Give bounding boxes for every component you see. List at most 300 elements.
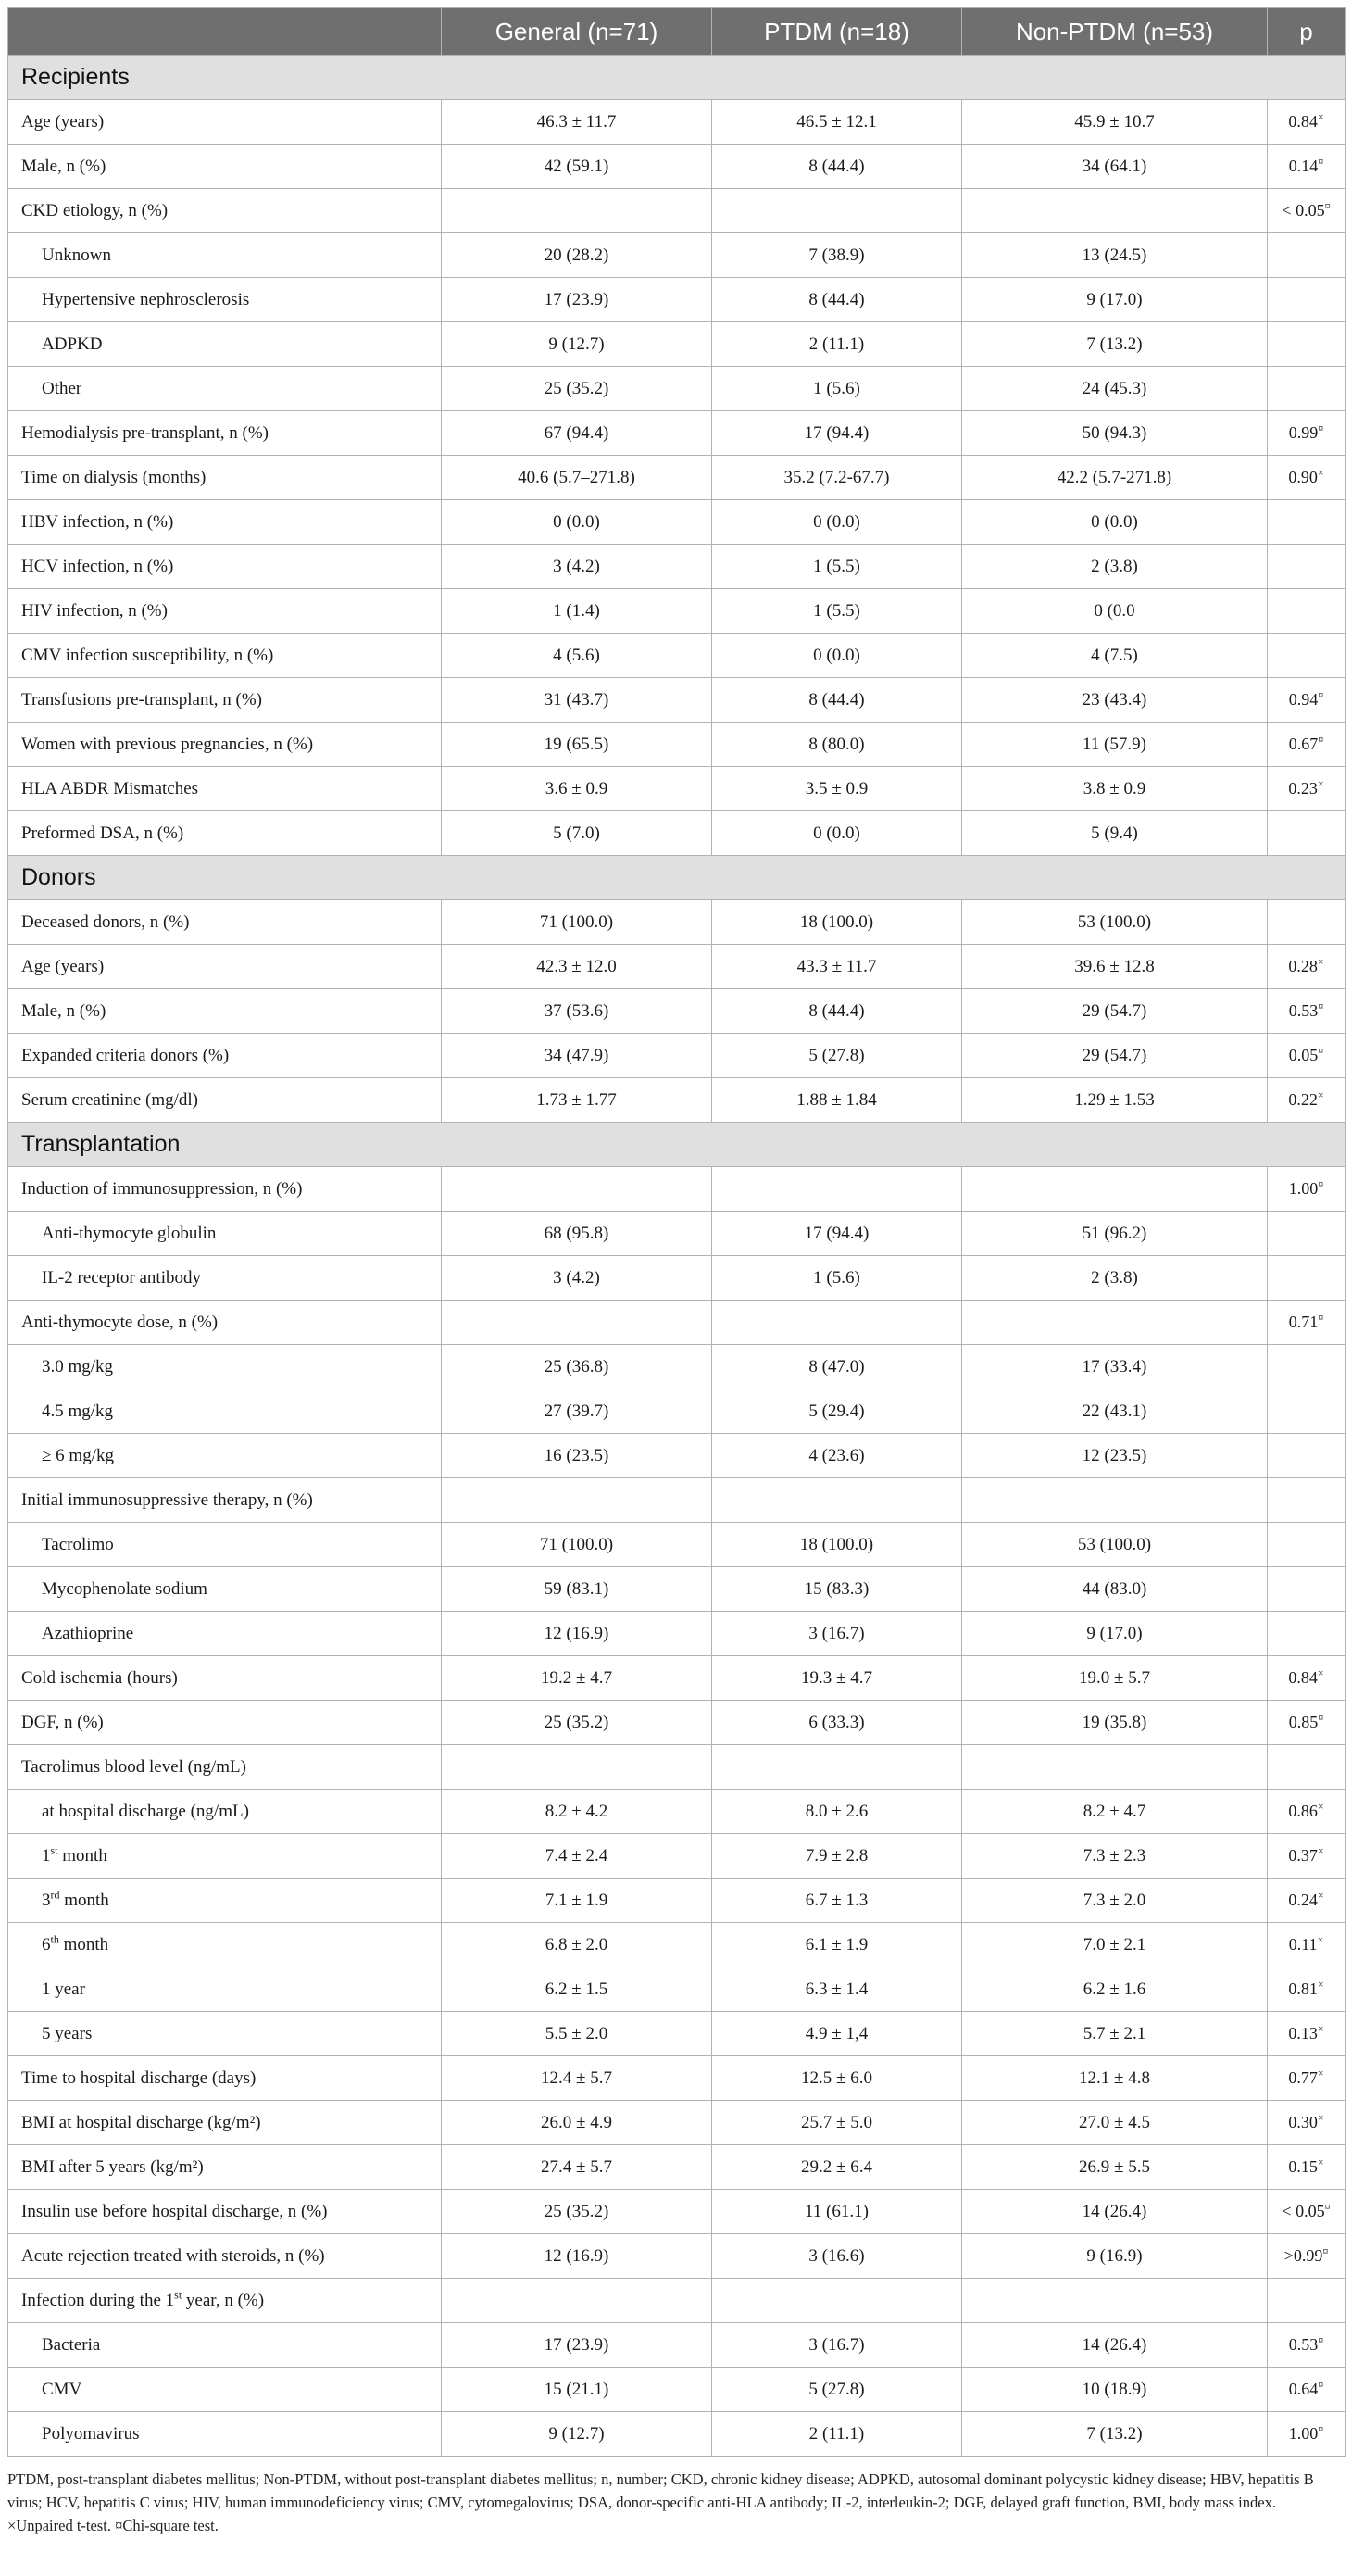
cell-nonptdm: 23 (43.4) xyxy=(962,678,1268,723)
cell-ptdm: 8 (80.0) xyxy=(712,723,962,767)
row-label xyxy=(8,723,442,767)
section-title: Recipients xyxy=(8,56,1346,100)
cell-nonptdm: 6.2 ± 1.6 xyxy=(962,1967,1268,2012)
cell-ptdm: 6.7 ± 1.3 xyxy=(712,1879,962,1923)
cell-p-value xyxy=(1268,233,1346,278)
cell-nonptdm: 7.0 ± 2.1 xyxy=(962,1923,1268,1967)
table-row xyxy=(8,145,1346,189)
row-label-text: Anti-thymocyte globulin xyxy=(42,1223,217,1243)
cell-general: 71 (100.0) xyxy=(442,900,712,945)
cell-general: 8.2 ± 4.2 xyxy=(442,1790,712,1834)
cell-general: 26.0 ± 4.9 xyxy=(442,2101,712,2145)
cell-ptdm: 29.2 ± 6.4 xyxy=(712,2145,962,2190)
table-row xyxy=(8,1701,1346,1745)
p-value-text: 1.00 xyxy=(1288,1179,1319,1198)
cell-nonptdm: 1.29 ± 1.53 xyxy=(962,1078,1268,1123)
row-label xyxy=(8,1523,442,1567)
cell-p-value xyxy=(1268,322,1346,367)
cell-p-value xyxy=(1268,100,1346,145)
row-label-text: ≥ 6 mg/kg xyxy=(42,1445,114,1465)
row-label-text: Cold ischemia (hours) xyxy=(21,1667,178,1688)
cell-ptdm: 6.3 ± 1.4 xyxy=(712,1967,962,2012)
header-cell-p: p xyxy=(1268,8,1346,56)
cell-nonptdm: 12 (23.5) xyxy=(962,1434,1268,1478)
row-label-text: Time on dialysis (months) xyxy=(21,467,207,487)
cell-general: 31 (43.7) xyxy=(442,678,712,723)
p-value-text: 0.28 xyxy=(1288,957,1318,975)
cell-ptdm: 12.5 ± 6.0 xyxy=(712,2056,962,2101)
row-label xyxy=(8,1167,442,1212)
table-row xyxy=(8,589,1346,634)
p-value-test-marker: × xyxy=(1317,2022,1324,2035)
row-label xyxy=(8,945,442,989)
row-label-ordinal: st xyxy=(174,2288,182,2302)
p-value-test-marker: × xyxy=(1317,2111,1324,2124)
table-row xyxy=(8,2101,1346,2145)
cell-ptdm: 2 (11.1) xyxy=(712,322,962,367)
cell-ptdm: 46.5 ± 12.1 xyxy=(712,100,962,145)
cell-nonptdm: 19.0 ± 5.7 xyxy=(962,1656,1268,1701)
table-row xyxy=(8,2412,1346,2457)
table-row xyxy=(8,634,1346,678)
p-value-test-marker: ¤ xyxy=(1318,421,1324,434)
row-label xyxy=(8,1612,442,1656)
p-value-text: 0.13 xyxy=(1288,2024,1318,2042)
cell-ptdm: 43.3 ± 11.7 xyxy=(712,945,962,989)
row-label xyxy=(8,1879,442,1923)
row-label xyxy=(8,1790,442,1834)
table-row xyxy=(8,456,1346,500)
row-label-ordinal: rd xyxy=(50,1888,60,1902)
row-label xyxy=(8,145,442,189)
table-row xyxy=(8,1612,1346,1656)
p-value-test-marker: × xyxy=(1317,2067,1324,2080)
p-value-test-marker: × xyxy=(1317,1978,1324,1991)
cell-p-value xyxy=(1268,1078,1346,1123)
row-label xyxy=(8,2279,442,2323)
cell-p-value xyxy=(1268,1212,1346,1256)
header-cell-nonptdm: Non-PTDM (n=53) xyxy=(962,8,1268,56)
row-label-text: Infection during the 1 xyxy=(21,2290,175,2310)
cell-nonptdm xyxy=(962,189,1268,233)
p-value-test-marker: × xyxy=(1317,1933,1324,1946)
cell-general: 25 (35.2) xyxy=(442,1701,712,1745)
row-label-text: Male, n (%) xyxy=(21,1000,106,1021)
row-label xyxy=(8,1034,442,1078)
cell-ptdm xyxy=(712,2279,962,2323)
p-value-test-marker: × xyxy=(1317,1666,1324,1679)
table-row xyxy=(8,322,1346,367)
table-body xyxy=(8,56,1346,2457)
cell-general xyxy=(442,1745,712,1790)
row-label-text: Tacrolimo xyxy=(42,1534,114,1554)
cell-ptdm: 15 (83.3) xyxy=(712,1567,962,1612)
row-label xyxy=(8,1745,442,1790)
p-value-text: 0.85 xyxy=(1288,1713,1319,1731)
p-value-test-marker: × xyxy=(1317,110,1324,123)
cell-general: 3 (4.2) xyxy=(442,545,712,589)
row-label-text: 1 year xyxy=(42,1979,85,1999)
table-row xyxy=(8,678,1346,723)
cell-p-value xyxy=(1268,2412,1346,2457)
cell-p-value xyxy=(1268,945,1346,989)
p-value-text: 0.81 xyxy=(1288,1979,1318,1998)
table-row xyxy=(8,2056,1346,2101)
cell-nonptdm: 53 (100.0) xyxy=(962,900,1268,945)
row-label xyxy=(8,367,442,411)
p-value-test-marker: ¤ xyxy=(1318,688,1324,701)
cell-ptdm: 5 (27.8) xyxy=(712,1034,962,1078)
table-row xyxy=(8,1879,1346,1923)
row-label-text: CKD etiology, n (%) xyxy=(21,200,169,220)
cell-general: 5.5 ± 2.0 xyxy=(442,2012,712,2056)
cell-general xyxy=(442,2279,712,2323)
row-label xyxy=(8,678,442,723)
cell-p-value xyxy=(1268,500,1346,545)
row-label xyxy=(8,1301,442,1345)
cell-p-value xyxy=(1268,2279,1346,2323)
p-value-text: 0.24 xyxy=(1288,1891,1318,1909)
p-value-test-marker: ¤ xyxy=(1318,999,1324,1012)
cell-general: 7.4 ± 2.4 xyxy=(442,1834,712,1879)
section-row xyxy=(8,1123,1346,1167)
p-value-test-marker: ¤ xyxy=(1318,2378,1324,2391)
cell-nonptdm: 17 (33.4) xyxy=(962,1345,1268,1389)
cell-nonptdm xyxy=(962,1478,1268,1523)
row-label xyxy=(8,1478,442,1523)
row-label-text: Other xyxy=(42,378,82,398)
row-label-text: Hypertensive nephrosclerosis xyxy=(42,289,250,309)
row-label-text: 6 xyxy=(42,1934,51,1954)
cell-nonptdm xyxy=(962,1301,1268,1345)
cell-ptdm: 2 (11.1) xyxy=(712,2412,962,2457)
row-label-text: BMI after 5 years (kg/m²) xyxy=(21,2156,204,2177)
row-label-suffix: year, n (%) xyxy=(182,2290,265,2310)
p-value-text: < 0.05 xyxy=(1282,2202,1325,2220)
cell-ptdm: 3.5 ± 0.9 xyxy=(712,767,962,811)
cell-ptdm: 4.9 ± 1,4 xyxy=(712,2012,962,2056)
p-value-text: 0.99 xyxy=(1288,423,1319,442)
row-label-text: CMV infection susceptibility, n (%) xyxy=(21,645,274,665)
cell-general: 40.6 (5.7–271.8) xyxy=(442,456,712,500)
row-label xyxy=(8,1212,442,1256)
row-label xyxy=(8,1434,442,1478)
cell-p-value xyxy=(1268,811,1346,856)
row-label-ordinal: th xyxy=(50,1932,59,1946)
cell-p-value xyxy=(1268,1879,1346,1923)
cell-p-value xyxy=(1268,2056,1346,2101)
row-label-text: IL-2 receptor antibody xyxy=(42,1267,201,1288)
cell-p-value xyxy=(1268,1790,1346,1834)
cell-general: 25 (36.8) xyxy=(442,1345,712,1389)
table-row xyxy=(8,1745,1346,1790)
table-row xyxy=(8,2279,1346,2323)
cell-nonptdm: 9 (17.0) xyxy=(962,1612,1268,1656)
cell-general: 9 (12.7) xyxy=(442,2412,712,2457)
cell-general: 6.8 ± 2.0 xyxy=(442,1923,712,1967)
cell-general: 12.4 ± 5.7 xyxy=(442,2056,712,2101)
p-value-text: 1.00 xyxy=(1288,2424,1319,2443)
table-row xyxy=(8,2012,1346,2056)
p-value-text: 0.94 xyxy=(1288,690,1319,709)
row-label xyxy=(8,2368,442,2412)
cell-ptdm: 6 (33.3) xyxy=(712,1701,962,1745)
cell-nonptdm: 0 (0.0) xyxy=(962,500,1268,545)
row-label xyxy=(8,500,442,545)
p-value-test-marker: × xyxy=(1317,1844,1324,1857)
row-label-text: Polyomavirus xyxy=(42,2423,140,2444)
row-label-text: CMV xyxy=(42,2379,82,2399)
table-row xyxy=(8,900,1346,945)
cell-general xyxy=(442,1167,712,1212)
table-row xyxy=(8,2368,1346,2412)
cell-p-value xyxy=(1268,1167,1346,1212)
cell-general: 42.3 ± 12.0 xyxy=(442,945,712,989)
cell-ptdm: 5 (27.8) xyxy=(712,2368,962,2412)
row-label xyxy=(8,1656,442,1701)
cell-ptdm xyxy=(712,1301,962,1345)
row-label-ordinal: st xyxy=(50,1843,58,1857)
row-label-text: HLA ABDR Mismatches xyxy=(21,778,199,798)
p-value-text: 0.15 xyxy=(1288,2157,1318,2176)
cell-ptdm: 1.88 ± 1.84 xyxy=(712,1078,962,1123)
cell-general: 46.3 ± 11.7 xyxy=(442,100,712,145)
table-row xyxy=(8,278,1346,322)
cell-general: 16 (23.5) xyxy=(442,1434,712,1478)
cell-nonptdm: 7.3 ± 2.3 xyxy=(962,1834,1268,1879)
table-row xyxy=(8,2145,1346,2190)
row-label xyxy=(8,1389,442,1434)
table-row xyxy=(8,1967,1346,2012)
p-value-text: 0.67 xyxy=(1288,735,1319,753)
cell-ptdm: 1 (5.5) xyxy=(712,545,962,589)
cell-p-value xyxy=(1268,1389,1346,1434)
header-cell-general: General (n=71) xyxy=(442,8,712,56)
p-value-text: 0.53 xyxy=(1288,1001,1319,1020)
cell-ptdm: 0 (0.0) xyxy=(712,634,962,678)
cell-general: 4 (5.6) xyxy=(442,634,712,678)
cell-p-value xyxy=(1268,411,1346,456)
p-value-text: 0.23 xyxy=(1288,779,1318,798)
cell-nonptdm: 51 (96.2) xyxy=(962,1212,1268,1256)
cell-nonptdm: 45.9 ± 10.7 xyxy=(962,100,1268,145)
cell-p-value xyxy=(1268,1034,1346,1078)
cell-general: 25 (35.2) xyxy=(442,2190,712,2234)
cell-p-value xyxy=(1268,1567,1346,1612)
cell-nonptdm: 14 (26.4) xyxy=(962,2190,1268,2234)
cell-general: 6.2 ± 1.5 xyxy=(442,1967,712,2012)
cell-nonptdm xyxy=(962,2279,1268,2323)
cell-p-value xyxy=(1268,1345,1346,1389)
table-row xyxy=(8,500,1346,545)
cell-nonptdm: 9 (17.0) xyxy=(962,278,1268,322)
row-label-text: Deceased donors, n (%) xyxy=(21,911,190,932)
cell-general: 3.6 ± 0.9 xyxy=(442,767,712,811)
table-row xyxy=(8,1834,1346,1879)
cell-general: 0 (0.0) xyxy=(442,500,712,545)
row-label-text: BMI at hospital discharge (kg/m²) xyxy=(21,2112,261,2132)
p-value-text: 0.22 xyxy=(1288,1090,1318,1109)
cell-p-value xyxy=(1268,723,1346,767)
row-label xyxy=(8,900,442,945)
header-row xyxy=(8,8,1346,56)
table-row xyxy=(8,1523,1346,1567)
cell-ptdm xyxy=(712,189,962,233)
cell-nonptdm: 2 (3.8) xyxy=(962,545,1268,589)
cell-p-value xyxy=(1268,2190,1346,2234)
cell-nonptdm: 39.6 ± 12.8 xyxy=(962,945,1268,989)
row-label xyxy=(8,322,442,367)
table-row xyxy=(8,1301,1346,1345)
p-value-test-marker: ¤ xyxy=(1318,1311,1324,1324)
row-label xyxy=(8,989,442,1034)
cell-ptdm: 4 (23.6) xyxy=(712,1434,962,1478)
cell-ptdm: 17 (94.4) xyxy=(712,1212,962,1256)
cell-ptdm: 19.3 ± 4.7 xyxy=(712,1656,962,1701)
cell-nonptdm: 44 (83.0) xyxy=(962,1567,1268,1612)
row-label xyxy=(8,1701,442,1745)
table-row xyxy=(8,411,1346,456)
cell-p-value xyxy=(1268,456,1346,500)
table-row xyxy=(8,1790,1346,1834)
cell-p-value xyxy=(1268,1256,1346,1301)
cell-p-value xyxy=(1268,1834,1346,1879)
cell-general: 27.4 ± 5.7 xyxy=(442,2145,712,2190)
cell-p-value xyxy=(1268,1434,1346,1478)
cell-p-value xyxy=(1268,2012,1346,2056)
cell-ptdm: 3 (16.6) xyxy=(712,2234,962,2279)
table-row xyxy=(8,723,1346,767)
table-row xyxy=(8,1567,1346,1612)
p-value-test-marker: × xyxy=(1317,2155,1324,2168)
table-row xyxy=(8,1078,1346,1123)
cell-p-value xyxy=(1268,1478,1346,1523)
table-row xyxy=(8,1345,1346,1389)
header-cell-ptdm: PTDM (n=18) xyxy=(712,8,962,56)
row-label xyxy=(8,2190,442,2234)
p-value-test-marker: ¤ xyxy=(1324,2200,1331,2213)
row-label xyxy=(8,2012,442,2056)
row-label-text: 1 xyxy=(42,1845,51,1866)
row-label-text: DGF, n (%) xyxy=(21,1712,104,1732)
row-label xyxy=(8,1834,442,1879)
cell-p-value xyxy=(1268,989,1346,1034)
p-value-text: 0.05 xyxy=(1288,1046,1319,1064)
cell-ptdm: 25.7 ± 5.0 xyxy=(712,2101,962,2145)
cell-nonptdm: 50 (94.3) xyxy=(962,411,1268,456)
cell-p-value xyxy=(1268,145,1346,189)
table-row xyxy=(8,189,1346,233)
cell-ptdm: 8 (44.4) xyxy=(712,989,962,1034)
data-table xyxy=(7,7,1346,2457)
p-value-test-marker: ¤ xyxy=(1318,1177,1324,1190)
row-label-text: Induction of immunosuppression, n (%) xyxy=(21,1178,303,1199)
cell-nonptdm: 7.3 ± 2.0 xyxy=(962,1879,1268,1923)
table-row xyxy=(8,1034,1346,1078)
row-label xyxy=(8,1345,442,1389)
row-label-text: Serum creatinine (mg/dl) xyxy=(21,1089,198,1110)
p-value-text: 0.30 xyxy=(1288,2113,1318,2131)
cell-nonptdm: 4 (7.5) xyxy=(962,634,1268,678)
cell-general: 5 (7.0) xyxy=(442,811,712,856)
cell-nonptdm: 10 (18.9) xyxy=(962,2368,1268,2412)
row-label xyxy=(8,189,442,233)
cell-nonptdm: 7 (13.2) xyxy=(962,322,1268,367)
cell-p-value xyxy=(1268,900,1346,945)
p-value-text: 0.84 xyxy=(1288,112,1318,131)
row-label xyxy=(8,767,442,811)
cell-p-value xyxy=(1268,2145,1346,2190)
table-row xyxy=(8,545,1346,589)
cell-general: 25 (35.2) xyxy=(442,367,712,411)
cell-p-value xyxy=(1268,545,1346,589)
p-value-test-marker: ¤ xyxy=(1318,1044,1324,1057)
table-row xyxy=(8,811,1346,856)
cell-ptdm: 18 (100.0) xyxy=(712,900,962,945)
cell-general xyxy=(442,1301,712,1345)
row-label xyxy=(8,545,442,589)
cell-p-value xyxy=(1268,1923,1346,1967)
cell-general: 1 (1.4) xyxy=(442,589,712,634)
row-label-text: Women with previous pregnancies, n (%) xyxy=(21,734,314,754)
row-label-text: 3 xyxy=(42,1890,51,1910)
row-label-text: Preformed DSA, n (%) xyxy=(21,823,184,843)
cell-general: 27 (39.7) xyxy=(442,1389,712,1434)
cell-general: 71 (100.0) xyxy=(442,1523,712,1567)
p-value-text: >0.99 xyxy=(1283,2246,1323,2265)
p-value-test-marker: × xyxy=(1317,1088,1324,1101)
cell-general: 9 (12.7) xyxy=(442,322,712,367)
cell-general: 17 (23.9) xyxy=(442,278,712,322)
row-label-suffix: month xyxy=(57,1845,107,1866)
p-value-test-marker: ¤ xyxy=(1318,2333,1324,2346)
cell-p-value xyxy=(1268,1745,1346,1790)
cell-nonptdm: 5.7 ± 2.1 xyxy=(962,2012,1268,2056)
table-row xyxy=(8,945,1346,989)
row-label-text: Unknown xyxy=(42,245,111,265)
row-label-text: HBV infection, n (%) xyxy=(21,511,174,532)
p-value-text: < 0.05 xyxy=(1282,201,1325,220)
row-label xyxy=(8,1567,442,1612)
row-label-text: Hemodialysis pre-transplant, n (%) xyxy=(21,422,269,443)
table-row xyxy=(8,1212,1346,1256)
table-row xyxy=(8,233,1346,278)
p-value-test-marker: ¤ xyxy=(1318,155,1324,168)
p-value-text: 0.71 xyxy=(1288,1313,1319,1331)
cell-p-value xyxy=(1268,367,1346,411)
row-label-text: HCV infection, n (%) xyxy=(21,556,174,576)
p-value-test-marker: × xyxy=(1317,1889,1324,1902)
row-label-text: Time to hospital discharge (days) xyxy=(21,2067,257,2088)
cell-general: 12 (16.9) xyxy=(442,1612,712,1656)
cell-ptdm: 6.1 ± 1.9 xyxy=(712,1923,962,1967)
cell-general: 1.73 ± 1.77 xyxy=(442,1078,712,1123)
cell-p-value xyxy=(1268,2234,1346,2279)
cell-ptdm: 8 (47.0) xyxy=(712,1345,962,1389)
cell-p-value xyxy=(1268,1701,1346,1745)
table-row xyxy=(8,1656,1346,1701)
row-label xyxy=(8,2101,442,2145)
row-label-text: Initial immunosuppressive therapy, n (%) xyxy=(21,1489,313,1510)
p-value-text: 0.90 xyxy=(1288,468,1318,486)
cell-nonptdm: 2 (3.8) xyxy=(962,1256,1268,1301)
row-label-text: Expanded criteria donors (%) xyxy=(21,1045,230,1065)
row-label-suffix: month xyxy=(58,1934,109,1954)
row-label-text: Acute rejection treated with steroids, n (%) xyxy=(21,2245,325,2266)
row-label-text: Insulin use before hospital discharge, n (%) xyxy=(21,2201,328,2221)
row-label-text: Male, n (%) xyxy=(21,156,106,176)
cell-p-value xyxy=(1268,589,1346,634)
